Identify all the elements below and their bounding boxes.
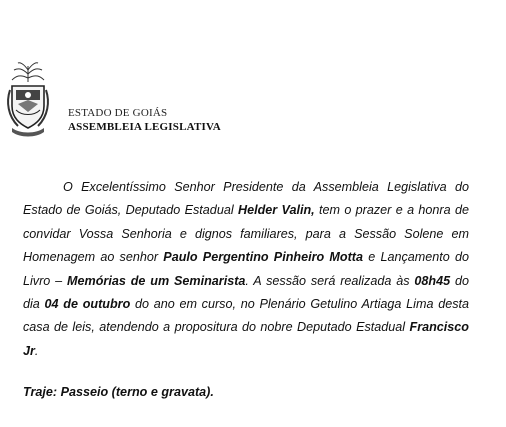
invitation-text-part: e Lançamento do Livro – (23, 250, 470, 288)
invitation-text-part: tem o prazer e a honra de convidar Vossa Senhoria e dignos familiares, para a Sessão Solene em Homenagem ao senhor (23, 203, 469, 265)
coat-of-arms-icon (4, 60, 52, 138)
assembly-name: ASSEMBLEIA LEGISLATIVA (68, 121, 221, 133)
organization-header (68, 106, 221, 134)
invitation-text-part: O Excelentíssimo Senhor Presidente da Assembleia Legislativa do Estado de Goiás, Deputado Estadual (23, 180, 469, 218)
session-date: 04 de outubro (44, 297, 131, 312)
state-name: ESTADO DE GOIÁS (68, 107, 168, 119)
host-name: Helder Valin, (237, 203, 315, 218)
invitation-text-part: . (34, 343, 39, 358)
dress-code: Traje: Passeio (terno e gravata). (23, 385, 214, 399)
honoree-name: Paulo Pergentino Pinheiro Motta (163, 250, 363, 265)
invitation-text-part: do ano em curso, no Plenário Getulino Artiaga Lima desta casa de leis, atendendo a propositura do nobre Deputado Estadual (23, 297, 469, 335)
invitation-text-part: do dia (23, 273, 469, 312)
invitation-text-part: . A sessão será realizada às (245, 273, 415, 288)
proposer-name: Francisco Jr (23, 320, 469, 358)
book-title: Memórias de um Seminarista (67, 273, 246, 288)
invitation-text (23, 176, 469, 363)
session-time: 08h45 (414, 273, 451, 288)
